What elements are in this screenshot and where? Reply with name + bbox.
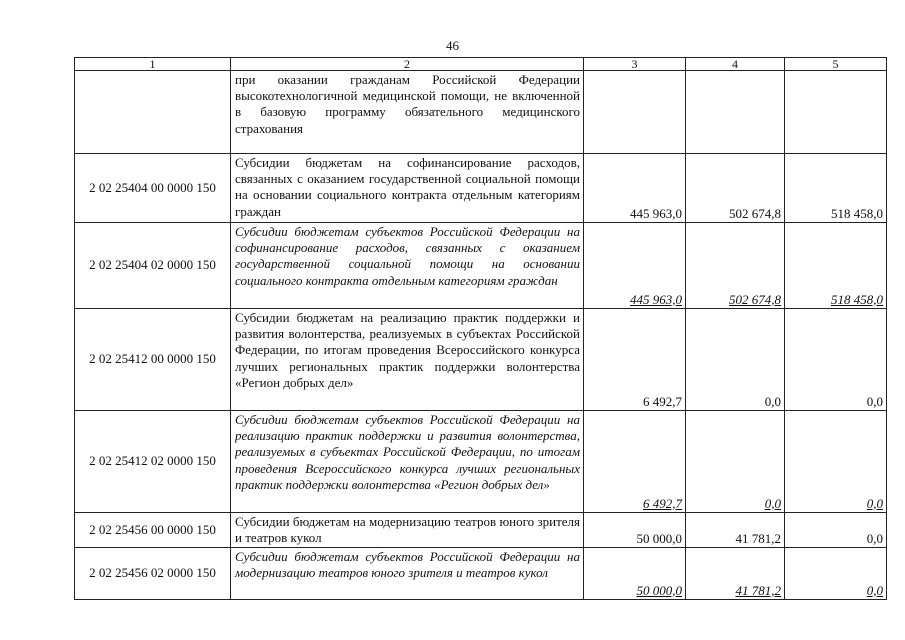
row-value-col5: 0,0 — [785, 513, 887, 548]
table-row — [75, 223, 887, 309]
col-header-5: 5 — [785, 58, 887, 71]
table-row — [75, 513, 887, 548]
row-description: при оказании гражданам Российской Федерации высокотехнологичной медицинской помощи, не включенной в базовую программу обязательного медицинского страхования — [231, 71, 584, 154]
col-header-2: 2 — [231, 58, 584, 71]
row-value-col4: 41 781,2 — [686, 548, 785, 600]
row-code: 2 02 25456 02 0000 150 — [75, 548, 231, 600]
row-value-col3: 445 963,0 — [584, 154, 686, 223]
row-value-col4: 0,0 — [686, 309, 785, 411]
col-header-3: 3 — [584, 58, 686, 71]
row-value-col4 — [686, 71, 785, 154]
row-description: Субсидии бюджетам на модернизацию театров юного зрителя и театров кукол — [231, 513, 584, 548]
row-description: Субсидии бюджетам на реализацию практик поддержки и развития волонтерства, реализуемых в субъектах Российской Федерации, по итогам проведения Всероссийского конкурса лучших региональных практик поддержки волонтерства «Регион добрых дел» — [231, 309, 584, 411]
row-value-col5: 0,0 — [785, 309, 887, 411]
row-value-col5: 0,0 — [785, 548, 887, 600]
col-header-1: 1 — [75, 58, 231, 71]
row-description: Субсидии бюджетам субъектов Российской Федерации на софинансирование расходов, связанных с оказанием государственной социальной помощи на основании социального контракта отдельным категориям граждан — [231, 223, 584, 309]
header-row — [75, 58, 887, 71]
row-value-col4: 0,0 — [686, 411, 785, 513]
row-value-col3: 6 492,7 — [584, 411, 686, 513]
row-value-col5 — [785, 71, 887, 154]
table-row — [75, 71, 887, 154]
table-row — [75, 548, 887, 600]
row-code: 2 02 25404 00 0000 150 — [75, 154, 231, 223]
row-value-col5: 518 458,0 — [785, 154, 887, 223]
row-value-col3: 6 492,7 — [584, 309, 686, 411]
row-value-col4: 502 674,8 — [686, 223, 785, 309]
row-value-col5: 518 458,0 — [785, 223, 887, 309]
row-value-col4: 502 674,8 — [686, 154, 785, 223]
row-code — [75, 71, 231, 154]
row-description: Субсидии бюджетам на софинансирование расходов, связанных с оказанием государственной социальной помощи на основании социального контракта отдельным категориям граждан — [231, 154, 584, 223]
table-row — [75, 309, 887, 411]
row-value-col4: 41 781,2 — [686, 513, 785, 548]
row-value-col3: 50 000,0 — [584, 513, 686, 548]
table-row — [75, 154, 887, 223]
row-value-col3: 445 963,0 — [584, 223, 686, 309]
row-code: 2 02 25456 00 0000 150 — [75, 513, 231, 548]
table-row — [75, 411, 887, 513]
page-number: 46 — [446, 38, 459, 53]
row-value-col3 — [584, 71, 686, 154]
row-code: 2 02 25412 00 0000 150 — [75, 309, 231, 411]
row-code: 2 02 25412 02 0000 150 — [75, 411, 231, 513]
row-value-col3: 50 000,0 — [584, 548, 686, 600]
row-code: 2 02 25404 02 0000 150 — [75, 223, 231, 309]
row-description: Субсидии бюджетам субъектов Российской Федерации на реализацию практик поддержки и развития волонтерства, реализуемых в субъектах Российской Федерации, по итогам проведения Всероссийского конкурса лучших региональных практик поддержки волонтерства «Регион добрых дел» — [231, 411, 584, 513]
budget-table — [74, 57, 887, 600]
row-value-col5: 0,0 — [785, 411, 887, 513]
col-header-4: 4 — [686, 58, 785, 71]
row-description: Субсидии бюджетам субъектов Российской Федерации на модернизацию театров юного зрителя и театров кукол — [231, 548, 584, 600]
